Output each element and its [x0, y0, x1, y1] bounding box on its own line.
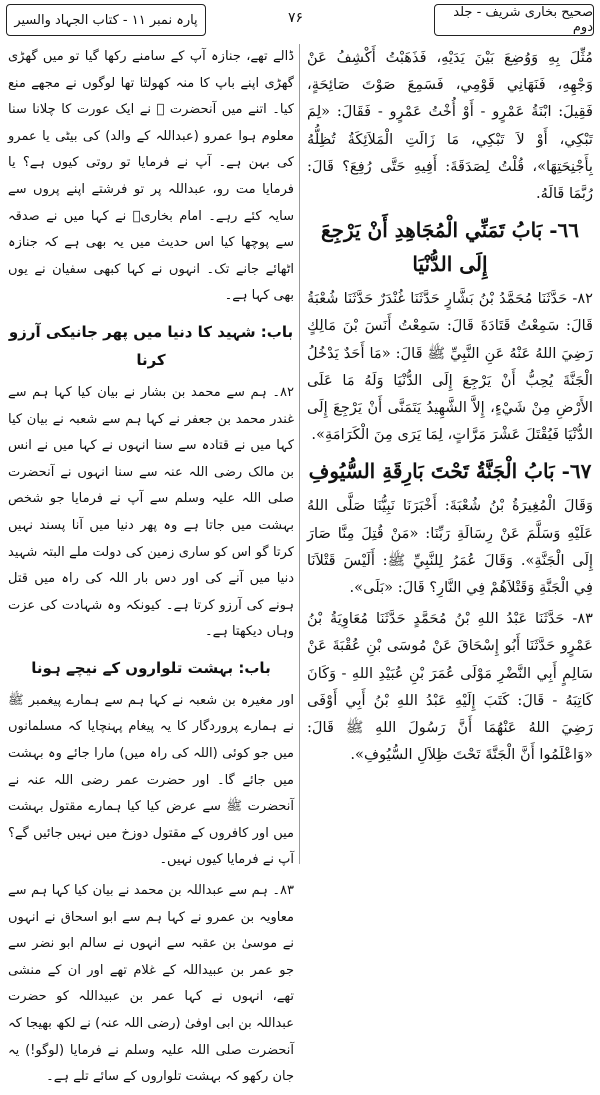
arabic-column [307, 44, 593, 772]
page-number: ۷۶ [288, 10, 304, 26]
page-header [6, 4, 594, 38]
arabic-chapter-67-heading: ٦٧- بَابُ الْجَنَّةُ تَحْتَ بَارِقَةِ السُّيُوفِ [308, 459, 592, 484]
urdu-column [8, 44, 294, 1095]
arabic-hadith-82: ٨٢- حَدَّثَنَا مُحَمَّدُ بْنُ بَشَّارٍ حَدَّثَنَا غُنْدَرٌ حَدَّثَنَا شُعْبَةُ قَالَ: سَمِعْتُ قَتَادَةَ قَالَ: سَمِعْتُ أَنَسَ بْنَ مَالِكٍ رَضِيَ اللهُ عَنْهُ عَنِ النَّبِيِّ ﷺ قَالَ: «مَا أَحَدٌ يَدْخُلُ الْجَنَّةَ يُحِبُّ أَنْ يَرْجِعَ إِلَى الدُّنْيَا وَلَهُ مَا عَلَى الأَرْضِ مِنْ شَيْءٍ، إِلاَّ الشَّهِيدُ يَتَمَنَّى أَنْ يَرْجِعَ إِلَى الدُّنْيَا فَيُقْتَلَ عَشْرَ مَرَّاتٍ، لِمَا يَرَى مِنَ الْكَرَامَةِ». [307, 290, 593, 444]
urdu-bab-67-text: اور مغیرہ بن شعبہ نے کہا ہم سے ہمارے پیغمبر ﷺ نے ہمارے پروردگار کا یہ پیغام پہنچایا کہ مسلمانوں میں جو کوئی (اللہ کی راہ میں) مارا جائے وہ بہشت میں جائے گا۔ اور حضرت عمر رضی اللہ عنہ نے آنحضرت ﷺ سے عرض کیا کیا ہمارے مقتول بہشت میں اور کافروں کے مقتول دوزخ میں نہیں جائیں گے؟ آپ نے فرمایا کیوں نہیں۔ [8, 692, 294, 868]
urdu-bab-66-heading: باب: شہید کا دنیا میں پھر جانیکی آرزو کرنا [8, 322, 294, 369]
urdu-intro: ڈالے تھے، جنازہ آپ کے سامنے رکھا گیا تو میں گھڑی گھڑی اپنے باپ کا منہ کھولتا تھا لوگوں نے مجھے منع کیا۔ اتنے میں آنحضرت ﷺ نے ایک عورت کا چلانا سنا معلوم ہوا عمرو (عبداللہ کے والد) کی بیٹی یا عمرو کی بہن ہے۔ آپ نے فرمایا تو روتی کیوں ہے؟ یا فرمایا مت رو، عبداللہ پر تو فرشتے اپنے پروں سے سایہ کئے رہے۔ امام بخاریؒ نے کہا میں نے صدقہ سے پوچھا کیا اس حدیث میں یہ بھی ہے کہ جنازہ اٹھائے جانے تک۔ انہوں نے کہا کبھی سفیان نے یوں بھی کہا ہے۔ [8, 49, 294, 304]
urdu-bab-67-heading: باب: بہشت تلواروں کے نیچے ہونا [31, 658, 271, 677]
column-divider [299, 44, 300, 864]
arabic-hadith-83: ٨٣- حَدَّثَنَا عَبْدُ اللهِ بْنُ مُحَمَّدٍ حَدَّثَنَا مُعَاوِيَةُ بْنُ عَمْرٍو حَدَّثَنَا أَبُو إِسْحَاقَ عَنْ مُوسَى بْنِ عُقْبَةَ عَنْ سَالِمٍ أَبِي النَّضْرِ مَوْلَى عُمَرَ بْنِ عُبَيْدِ اللهِ - وَكَانَ كَاتِبَهُ - قَالَ: كَتَبَ إِلَيْهِ عَبْدُ اللهِ بْنُ أَبِي أَوْفَى رَضِيَ اللهُ عَنْهُمَا أَنَّ رَسُولَ اللهِ ﷺ قَالَ: «وَاعْلَمُوا أَنَّ الْجَنَّةَ تَحْتَ ظِلاَلِ السُّيُوفِ». [307, 610, 593, 764]
urdu-hadith-82: ۸۲۔ ہم سے محمد بن بشار نے بیان کیا کہا ہم سے غندر محمد بن جعفر نے کہا ہم سے شعبہ نے بیان کیا کہا میں نے قتادہ سے سنا انہوں نے کہا میں نے انس بن مالک رضی اللہ عنہ سے سنا انہوں نے آنحضرت صلی اللہ علیہ وسلم سے آپ نے فرمایا جو شخص بہشت میں جاتا ہے وہ پھر دنیا میں آنا پسند نہیں کرتا گو اس کو ساری زمین کی دولت ملے البتہ شہید دنیا میں آنے کی اور دس بار اللہ کی راہ میں قتل ہونے کی آرزو کرتا ہے۔ کیونکہ وہ شہادت کی عزت وہاں دیکھتا ہے۔ [8, 384, 294, 640]
book-title-box [434, 4, 594, 36]
arabic-chapter-66-heading: ٦٦- بَابُ تَمَنِّي الْمُجَاهِدِ أَنْ يَرْجِعَ إِلَى الدُّنْيَا [320, 218, 580, 277]
arabic-paragraph: مُثِّلَ بِهِ وَوُضِعَ بَيْنَ يَدَيْهِ، فَذَهَبْتُ أَكْشِفُ عَنْ وَجْهِهِ، فَنَهَانِي قَوْمِي، فَسَمِعَ صَوْتَ صَائِحَةٍ، فَقِيلَ: ابْنَةُ عَمْرٍو - أَوْ أُخْتُ عَمْرٍو - فَقَالَ: «لِمَ تَبْكِي، أَوْ لاَ تَبْكِي، مَا زَالَتِ الْمَلاَئِكَةُ تُظِلُّهُ بِأَجْنِحَتِهَا»، قُلْتُ لِصَدَقَةَ: أَفِيهِ حَتَّى رُفِعَ؟ قَالَ: رُبَّمَا قَالَهُ. [307, 49, 593, 203]
chapter-info-box [6, 4, 206, 36]
chapter-info: پارہ نمبر ۱۱ - کتاب الجہاد والسیر [14, 12, 198, 28]
urdu-hadith-83: ۸۳۔ ہم سے عبداللہ بن محمد نے بیان کیا کہا ہم سے معاویہ بن عمرو نے کہا ہم سے ابو اسحاق نے انہوں نے موسیٰ بن عقبہ سے انہوں نے سالم ابو نضر سے جو عمر بن عبیداللہ کے غلام تھے اور ان کے منشی تھے، انہوں نے کہا عمر بن عبیداللہ کو حضرت عبداللہ بن ابی اوفیٰ (رضی اللہ عنہ) نے لکھ بھیجا کہ آنحضرت صلی اللہ علیہ وسلم نے فرمایا (لوگو!) یہ جان رکھو کہ بہشت تلواروں کے سائے تلے ہے۔ [8, 883, 294, 1085]
arabic-chapter-67-text: وَقَالَ الْمُغِيرَةُ بْنُ شُعْبَةَ: أَخْبَرَنَا نَبِيُّنَا صَلَّى اللهُ عَلَيْهِ وَسَلَّمَ عَنْ رِسَالَةِ رَبِّنَا: «مَنْ قُتِلَ مِنَّا صَارَ إِلَى الْجَنَّةِ». وَقَالَ عُمَرُ لِلنَّبِيِّ ﷺ: أَلَيْسَ قَتْلاَنَا فِي الْجَنَّةِ وَقَتْلاَهُمْ فِي النَّارِ؟ قَالَ: «بَلَى». [307, 497, 593, 597]
book-title: صحیح بخاری شریف - جلد دوم [453, 5, 593, 35]
